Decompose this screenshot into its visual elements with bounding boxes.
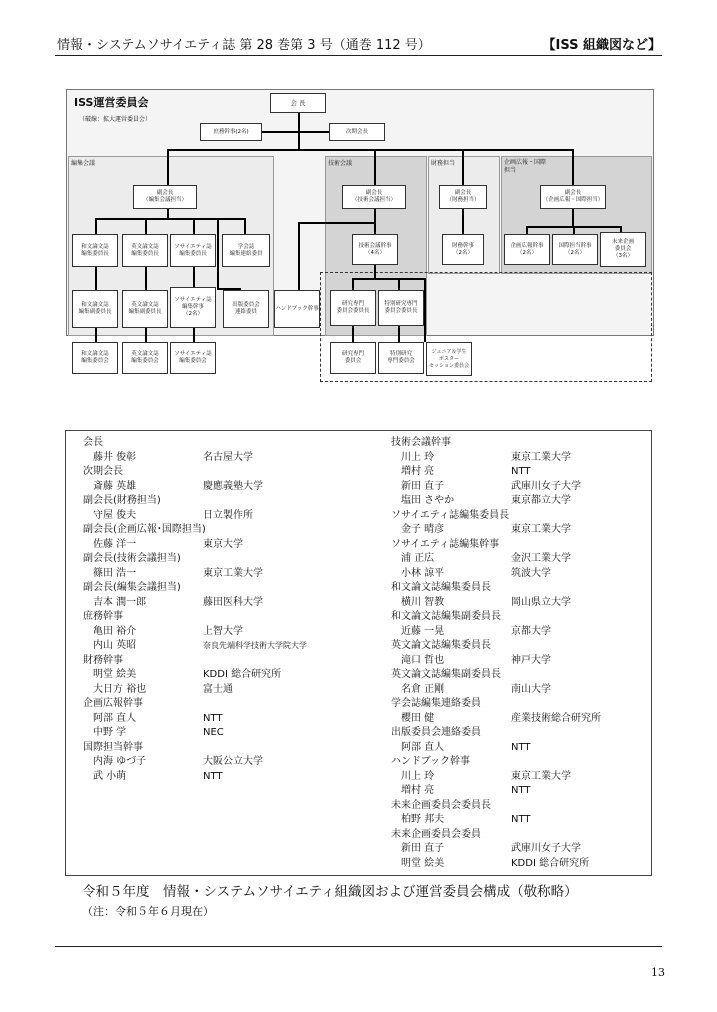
org-chart [0,0,717,420]
org-box-journal-liaison: 学会誌 編集連絡委員 [222,234,270,267]
member-name: 武 小萌 [93,770,127,782]
roster-role-heading: 国際担当幹事 [83,741,143,753]
roster-member [391,451,651,466]
member-affiliation: 奈良先端科学技術大学院大学 [203,641,307,650]
org-box-future-planning: 未来企画 委員会 （3名） [600,232,646,267]
roster-member [391,654,651,669]
panel-editorial-label: 編集会議 [71,160,96,167]
roster-role-heading: 英文論文誌編集委員長 [391,640,491,651]
member-name: 新田 直子 [401,843,445,854]
line [572,209,574,227]
roster-member [391,625,651,640]
roster-member [83,451,373,466]
member-name: 塩田 さやか [401,495,455,506]
roster-role-heading: 庶務幹事 [83,611,123,622]
member-name: 川上 玲 [401,451,435,463]
member-name: 大日方 裕也 [93,683,147,695]
roster-member [83,770,373,785]
member-affiliation: 日立製作所 [203,509,253,521]
roster-member [391,712,651,727]
member-affiliation: 金沢工業大学 [511,553,571,564]
member-name: 柏野 邦夫 [401,814,445,825]
panel-technical-label: 技術会議 [328,160,353,167]
line [193,267,195,287]
line [262,131,332,133]
roster-role-heading: 出版委員会連絡委員 [391,727,481,738]
footer-rule [55,946,662,947]
line [167,149,169,185]
roster-member [391,480,651,495]
member-name: 内海 ゆづ子 [93,756,147,767]
roster-role-heading: 和文論文誌編集副委員長 [391,611,501,622]
roster-member [391,552,651,567]
member-affiliation: 名古屋大学 [203,451,253,463]
member-name: 斎藤 英雄 [93,480,137,492]
org-box-jp-journal-chair: 和文論文誌 編集委員長 [72,234,118,267]
member-name: 浦 正広 [401,553,435,564]
member-affiliation: NTT [203,712,223,724]
member-name: 櫻田 健 [401,712,435,724]
org-box-technical-secretary: 技術会議幹事 （4名） [352,234,398,265]
roster-role-heading: 企画広報幹事 [83,698,143,709]
member-affiliation: NTT [511,466,531,477]
roster-member [391,465,651,480]
line [145,267,147,291]
member-name: 滝口 哲也 [401,654,445,666]
member-name: 吉本 潤一郎 [93,596,147,608]
roster-role-heading: ソサイエティ誌編集幹事 [391,538,500,550]
org-box-society-mag-secretary: ソサイエティ誌 編集幹事 （2名） [170,287,216,328]
org-box-secretary: 庶務幹事(2名) [200,123,262,141]
member-name: 守屋 俊夫 [93,509,137,521]
member-name: 金子 晴彦 [401,524,445,535]
member-name: 中野 学 [93,727,127,738]
member-name: 篠田 浩一 [93,567,137,579]
roster-member [83,683,373,698]
member-affiliation: 神戸大学 [511,654,551,666]
figure-note: （注：令和５年６月現在） [82,905,214,918]
chart-subtitle: （破線：拡大運営委員会） [79,116,152,123]
roster-member [83,567,373,582]
roster-role-heading: 会長 [83,437,103,448]
member-name: 明堂 絵美 [93,669,137,680]
member-affiliation: 岡山県立大学 [511,596,571,608]
running-header-title: 情報・システムソサイエティ誌 第 28 巻第 3 号（通巻 112 号） [57,38,431,53]
roster-role-heading: 財務幹事 [83,654,123,666]
org-box-president-elect: 次期会長 [329,123,385,141]
running-header-section: 【ISS 組織図など】 [542,38,661,53]
member-affiliation: NEC [203,727,224,738]
line [298,222,376,224]
member-affiliation: 大阪公立大学 [203,756,263,767]
org-box-jp-journal-vice-chair: 和文論文誌 編集副委員長 [72,290,118,328]
figure-caption: 令和５年度 情報・システムソサイエティ組織図および運営委員会構成（敬称略） [82,884,578,900]
org-box-president: 会 長 [270,93,326,113]
member-name: 明堂 絵美 [401,857,445,869]
member-affiliation: KDDI 総合研究所 [511,857,590,869]
roster-member [83,668,373,683]
roster-role-heading: 次期会長 [83,466,123,477]
line [398,326,400,342]
org-box-junior-poster-committee: ジュニア＆学生 ポスター セッション委員会 [426,342,472,376]
roster-role-heading: 英文論文誌編集副委員長 [391,669,501,680]
line [145,328,147,342]
line [298,222,300,290]
line [193,328,195,342]
roster-column-left [83,436,373,784]
org-box-society-mag-committee: ソサイエティ誌 編集委員会 [170,342,216,374]
committee-roster [65,430,652,876]
roster-member [83,755,373,770]
roster-member [391,813,651,828]
roster-member [391,494,651,509]
roster-member [391,683,651,698]
org-box-jp-journal-committee: 和文論文誌 編集委員会 [72,342,118,374]
roster-member [83,625,373,640]
roster-member [391,842,651,857]
org-box-intl-secretary: 国際担当幹事 （2名） [552,234,598,265]
roster-column-right [391,436,651,871]
org-box-vp-editorial: 副会長 （編集会議担当） [133,185,197,209]
roster-member [83,639,373,654]
member-name: 川上 玲 [401,770,435,782]
line [167,149,572,151]
member-affiliation: 京都大学 [511,625,551,637]
line [424,278,426,342]
roster-member [83,726,373,741]
member-affiliation: 南山大学 [511,683,551,695]
member-affiliation: 武庫川女子大学 [511,480,581,492]
member-affiliation: NTT [203,770,223,782]
roster-role-heading: ハンドブック幹事 [391,756,470,767]
org-box-en-journal-committee: 英文論文誌 編集委員会 [122,342,168,374]
member-affiliation: KDDI 総合研究所 [203,669,282,680]
member-affiliation: 東京工業大学 [511,770,571,782]
panel-finance-label: 財務担当 [431,160,456,167]
roster-member [391,770,651,785]
member-name: 阿部 直人 [93,712,137,724]
line [352,278,354,290]
member-affiliation: NTT [511,814,531,825]
org-box-en-journal-chair: 英文論文誌 編集委員長 [122,234,168,267]
member-name: 増村 亮 [401,785,435,796]
line [95,267,97,291]
member-name: 名倉 正剛 [401,683,445,695]
line [352,326,354,342]
member-name: 内山 英昭 [93,640,137,651]
roster-member [83,509,373,524]
panel-pr-intl-label: 企画広報・国際 担当 [504,159,547,174]
member-affiliation: 東京工業大学 [511,524,571,535]
roster-member [391,523,651,538]
member-name: 阿部 直人 [401,741,445,753]
member-name: 亀田 裕介 [93,625,137,637]
org-box-special-research-committee: 特別研究 専門委員会 [378,342,424,374]
member-name: 新田 直子 [401,480,445,492]
line [374,149,376,185]
roster-role-heading: 副会長(財務担当) [83,495,161,506]
member-affiliation: NTT [511,741,531,753]
member-affiliation: 慶應義塾大学 [203,480,263,492]
member-name: 増村 亮 [401,466,435,477]
member-affiliation: 富士通 [203,683,233,695]
member-affiliation: 筑波大学 [511,567,551,579]
member-name: 横川 智教 [401,596,445,608]
roster-member [83,480,373,495]
roster-member [391,567,651,582]
line [462,209,464,235]
org-box-society-mag-chair: ソサイエティ誌 編集委員長 [170,234,216,267]
org-box-finance-secretary: 財務幹事 （2名） [442,234,484,265]
org-box-publication-liaison: 出版委員会 連絡委員 [223,290,269,328]
roster-member [83,596,373,611]
member-affiliation: 藤田医科大学 [203,596,263,608]
org-box-special-research-chair: 特別研究専門 委員会委員長 [378,290,424,326]
org-box-en-journal-vice-chair: 英文論文誌 編集副委員長 [122,290,168,328]
roster-member [391,784,651,799]
roster-member [391,857,651,872]
member-name: 藤井 俊彰 [93,451,137,463]
line [462,149,464,185]
roster-member [391,741,651,756]
org-box-handbook-secretary: ハンドブック幹事 [274,290,320,328]
org-box-pr-secretary: 企画広報幹事 （2名） [504,234,550,265]
member-affiliation: 東京都立大学 [511,495,571,506]
member-affiliation: 武庫川女子大学 [511,843,581,854]
member-affiliation: NTT [511,785,531,796]
line [95,218,246,220]
member-name: 小林 諒平 [401,567,445,579]
roster-role-heading: 副会長(技術会議担当) [83,553,181,564]
org-box-vp-finance: 副会長 （財務担当） [439,185,487,209]
member-affiliation: 上智大学 [203,625,243,637]
roster-member [391,596,651,611]
member-affiliation: 東京大学 [203,538,243,550]
roster-role-heading: 副会長(編集会議担当) [83,582,181,593]
page-number: 13 [651,966,665,979]
roster-role-heading: 未来企画委員会委員長 [391,799,491,811]
line [95,328,97,342]
roster-role-heading: 学会誌編集連絡委員 [391,698,481,709]
org-box-research-committee: 研究専門 委員会 [330,342,376,374]
member-name: 近藤 一晃 [401,625,445,637]
org-box-research-committee-chair: 研究専門 委員会委員長 [330,290,376,326]
member-affiliation: 東京工業大学 [203,567,263,579]
roster-member [83,538,373,553]
org-box-vp-pr-intl: 副会長 （企画広報・国際担当） [540,185,606,209]
roster-role-heading: 和文論文誌編集委員長 [391,582,491,593]
line [572,149,574,185]
roster-member [83,712,373,727]
roster-role-heading: 未来企画委員会委員 [391,828,481,840]
line [352,278,400,280]
roster-role-heading: 技術会議幹事 [391,437,451,448]
chart-title: ISS運営委員会 [74,96,149,109]
line [398,278,426,280]
roster-role-heading: 副会長(企画広報･国際担当) [83,524,206,535]
org-box-vp-technical: 副会長 （技術会議担当） [342,185,406,209]
roster-role-heading: ソサイエティ誌編集委員長 [391,509,510,521]
line [374,265,376,279]
member-affiliation: 産業技術総合研究所 [511,712,601,724]
member-affiliation: 東京工業大学 [511,451,571,463]
member-name: 佐藤 洋一 [93,538,137,550]
line [217,218,219,290]
